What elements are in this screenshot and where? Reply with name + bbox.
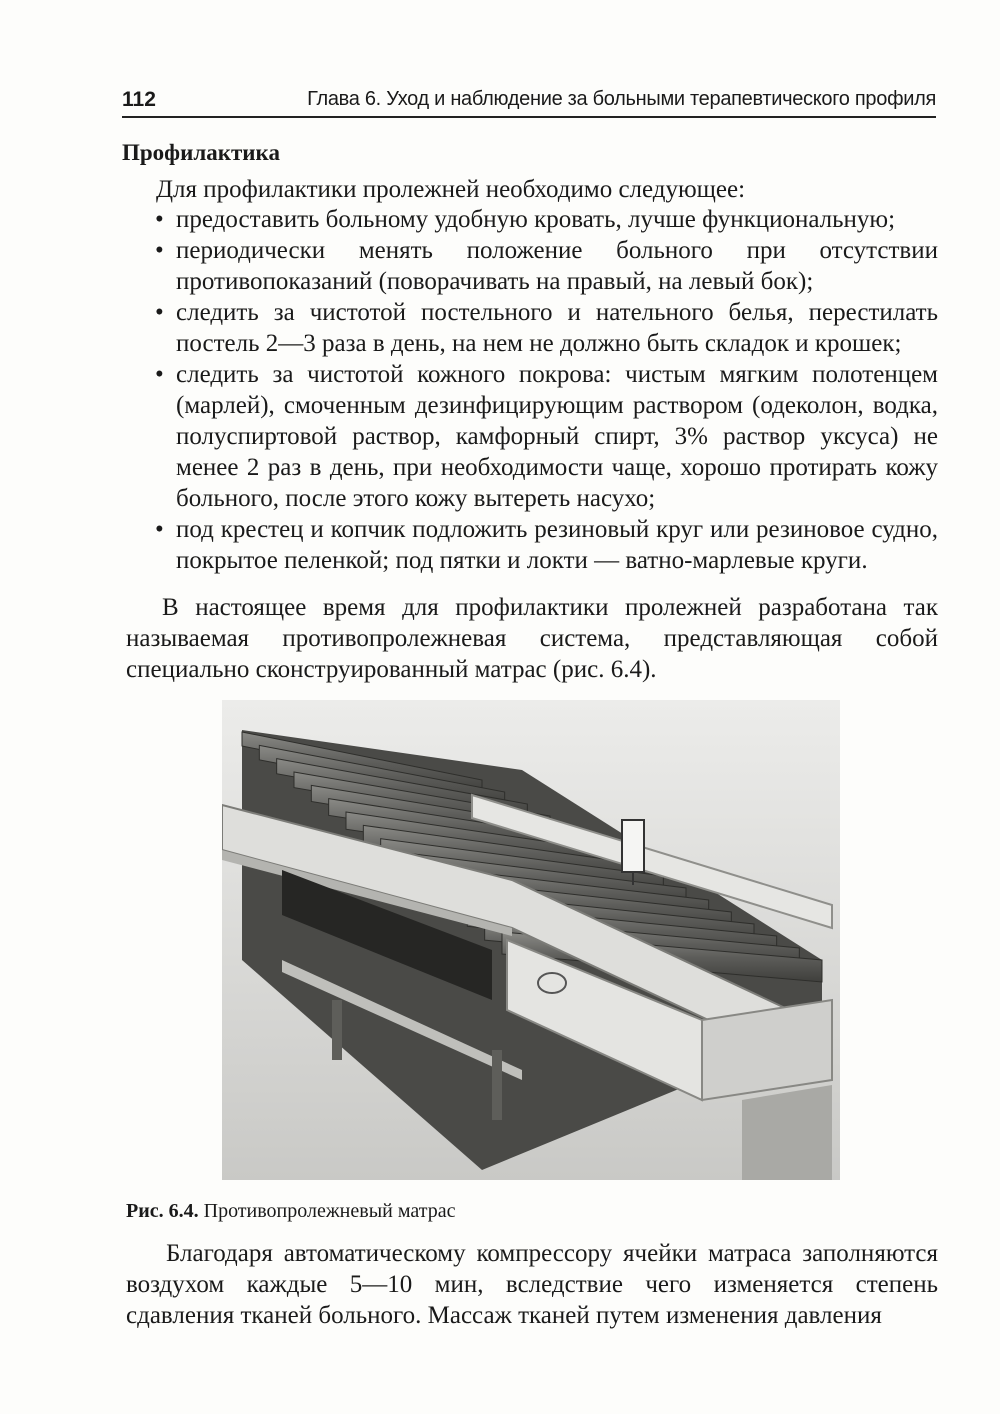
list-item-text: предоставить больному удобную кровать, лучше функциональную;: [176, 206, 896, 233]
list-item-text: периодически менять положение больного при отсутствии противопоказаний (поворачивать на правый, на левый бок);: [176, 237, 938, 295]
page-number: 112: [122, 88, 156, 111]
running-header: [122, 82, 936, 118]
body-paragraph: В настоящее время для профилактики пролежней разработана так называемая противопролежневая система, представляющая собой специально сконструированный матрас (рис. 6.4).: [126, 594, 938, 683]
list-item: [155, 235, 938, 297]
figure-label: Рис. 6.4.: [126, 1200, 199, 1222]
chapter-title: Глава 6. Уход и наблюдение за больными терапевтического профиля: [307, 88, 936, 110]
mattress-photo: [222, 700, 840, 1180]
section-heading: Профилактика: [122, 140, 280, 165]
prevention-list: [155, 204, 938, 576]
body-paragraph: Благодаря автоматическому компрессору ячейки матраса заполняются воздухом каждые 5—10 мин, вследствие чего изменяется степень сдавления тканей больного. Массаж тканей путем изменения давления: [126, 1240, 938, 1329]
figure-caption: [126, 1200, 455, 1223]
list-item: [155, 514, 938, 576]
bullet-icon: •: [155, 516, 164, 543]
figure-caption-text: Противопролежневый матрас: [203, 1200, 456, 1222]
list-item-text: следить за чистотой кожного покрова: чистым мягким полотенцем (марлей), смоченным дезинфицирующим раствором (одеколон, водка, полуспиртовой раствор, камфорный спирт, 3% раствор уксуса) не менее 2 раз в день, при необходимости чаще, хорошо протирать кожу больного, после этого кожу вытереть насухо;: [176, 361, 938, 512]
list-item-text: следить за чистотой постельного и нательного белья, перестилать постель 2—3 раза в день, на нем не должно быть складок и крошек;: [176, 299, 938, 357]
list-item: [155, 204, 938, 235]
intro-paragraph: Для профилактики пролежней необходимо следующее:: [156, 176, 746, 203]
bullet-icon: •: [155, 361, 164, 388]
bullet-icon: •: [155, 206, 164, 233]
bullet-icon: •: [155, 237, 164, 264]
list-item-text: под крестец и копчик подложить резиновый круг или резиновое судно, покрытое пеленкой; под пятки и локти — ватно-марлевые круги.: [176, 516, 938, 574]
bullet-icon: •: [155, 299, 164, 326]
list-item: [155, 359, 938, 514]
list-item: [155, 297, 938, 359]
